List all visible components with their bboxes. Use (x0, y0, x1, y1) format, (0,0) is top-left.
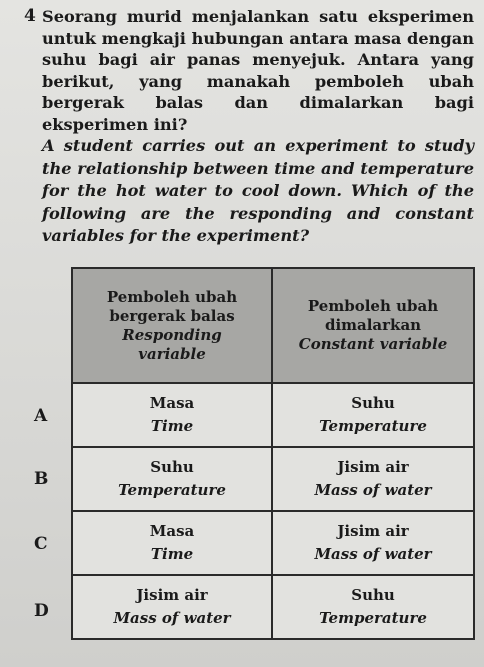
header-malay-line: Pemboleh ubah (307, 297, 439, 315)
table-cell (72, 511, 272, 575)
question-text-malay: Seorang murid menjalankan satu eksperimen untuk mengkaji hubungan antara masa dengan suhu bagi air panas menyejuk. Antara yang berikut, yang manakah pemboleh ubah bergerak balas dan dimalarkan bagi eksperimen ini? (42, 7, 474, 134)
cell-malay: Jisim air (136, 586, 208, 604)
cell-english: Temperature (118, 481, 226, 499)
cell-english: Mass of water (113, 609, 231, 627)
option-label-d[interactable]: D (34, 601, 49, 621)
cell-malay: Suhu (351, 394, 395, 412)
header-malay-line: dimalarkan (324, 316, 422, 334)
cell-english: Time (150, 417, 194, 435)
header-responding-variable (72, 268, 272, 383)
cell-english: Mass of water (314, 545, 432, 563)
table-row (72, 383, 474, 447)
table-cell (272, 511, 474, 575)
cell-english: Mass of water (314, 481, 432, 499)
table-row (72, 575, 474, 639)
cell-malay: Jisim air (337, 458, 409, 476)
cell-malay: Masa (149, 522, 195, 540)
header-english-line: Constant variable (298, 335, 448, 353)
table-row (72, 511, 474, 575)
table-row (72, 447, 474, 511)
question-text-english: A student carries out an experiment to study the relationship between time and temperature for the hot water to cool down. Which of the following are the responding and constant variables for the experiment? (42, 136, 474, 245)
header-malay-line: bergerak balas (109, 306, 235, 325)
option-label-c[interactable]: C (34, 534, 48, 554)
cell-english: Temperature (319, 417, 427, 435)
header-constant-variable (272, 268, 474, 383)
table-cell (272, 447, 474, 511)
table-cell (72, 447, 272, 511)
answer-table (71, 267, 475, 640)
table-cell (72, 575, 272, 639)
table-cell (72, 383, 272, 447)
cell-malay: Masa (149, 394, 195, 412)
table-header-row (72, 268, 474, 383)
table-cell (272, 575, 474, 639)
option-label-a[interactable]: A (34, 406, 48, 426)
cell-english: Time (150, 545, 194, 563)
cell-malay: Suhu (150, 458, 194, 476)
question-number: 4 (24, 6, 36, 26)
cell-malay: Jisim air (337, 522, 409, 540)
header-malay-line: Pemboleh ubah (106, 287, 238, 306)
cell-english: Temperature (319, 609, 427, 627)
option-label-b[interactable]: B (34, 469, 49, 489)
header-english-line: variable (138, 344, 206, 363)
header-english-line: Responding (122, 325, 222, 344)
table-cell (272, 383, 474, 447)
cell-malay: Suhu (351, 586, 395, 604)
